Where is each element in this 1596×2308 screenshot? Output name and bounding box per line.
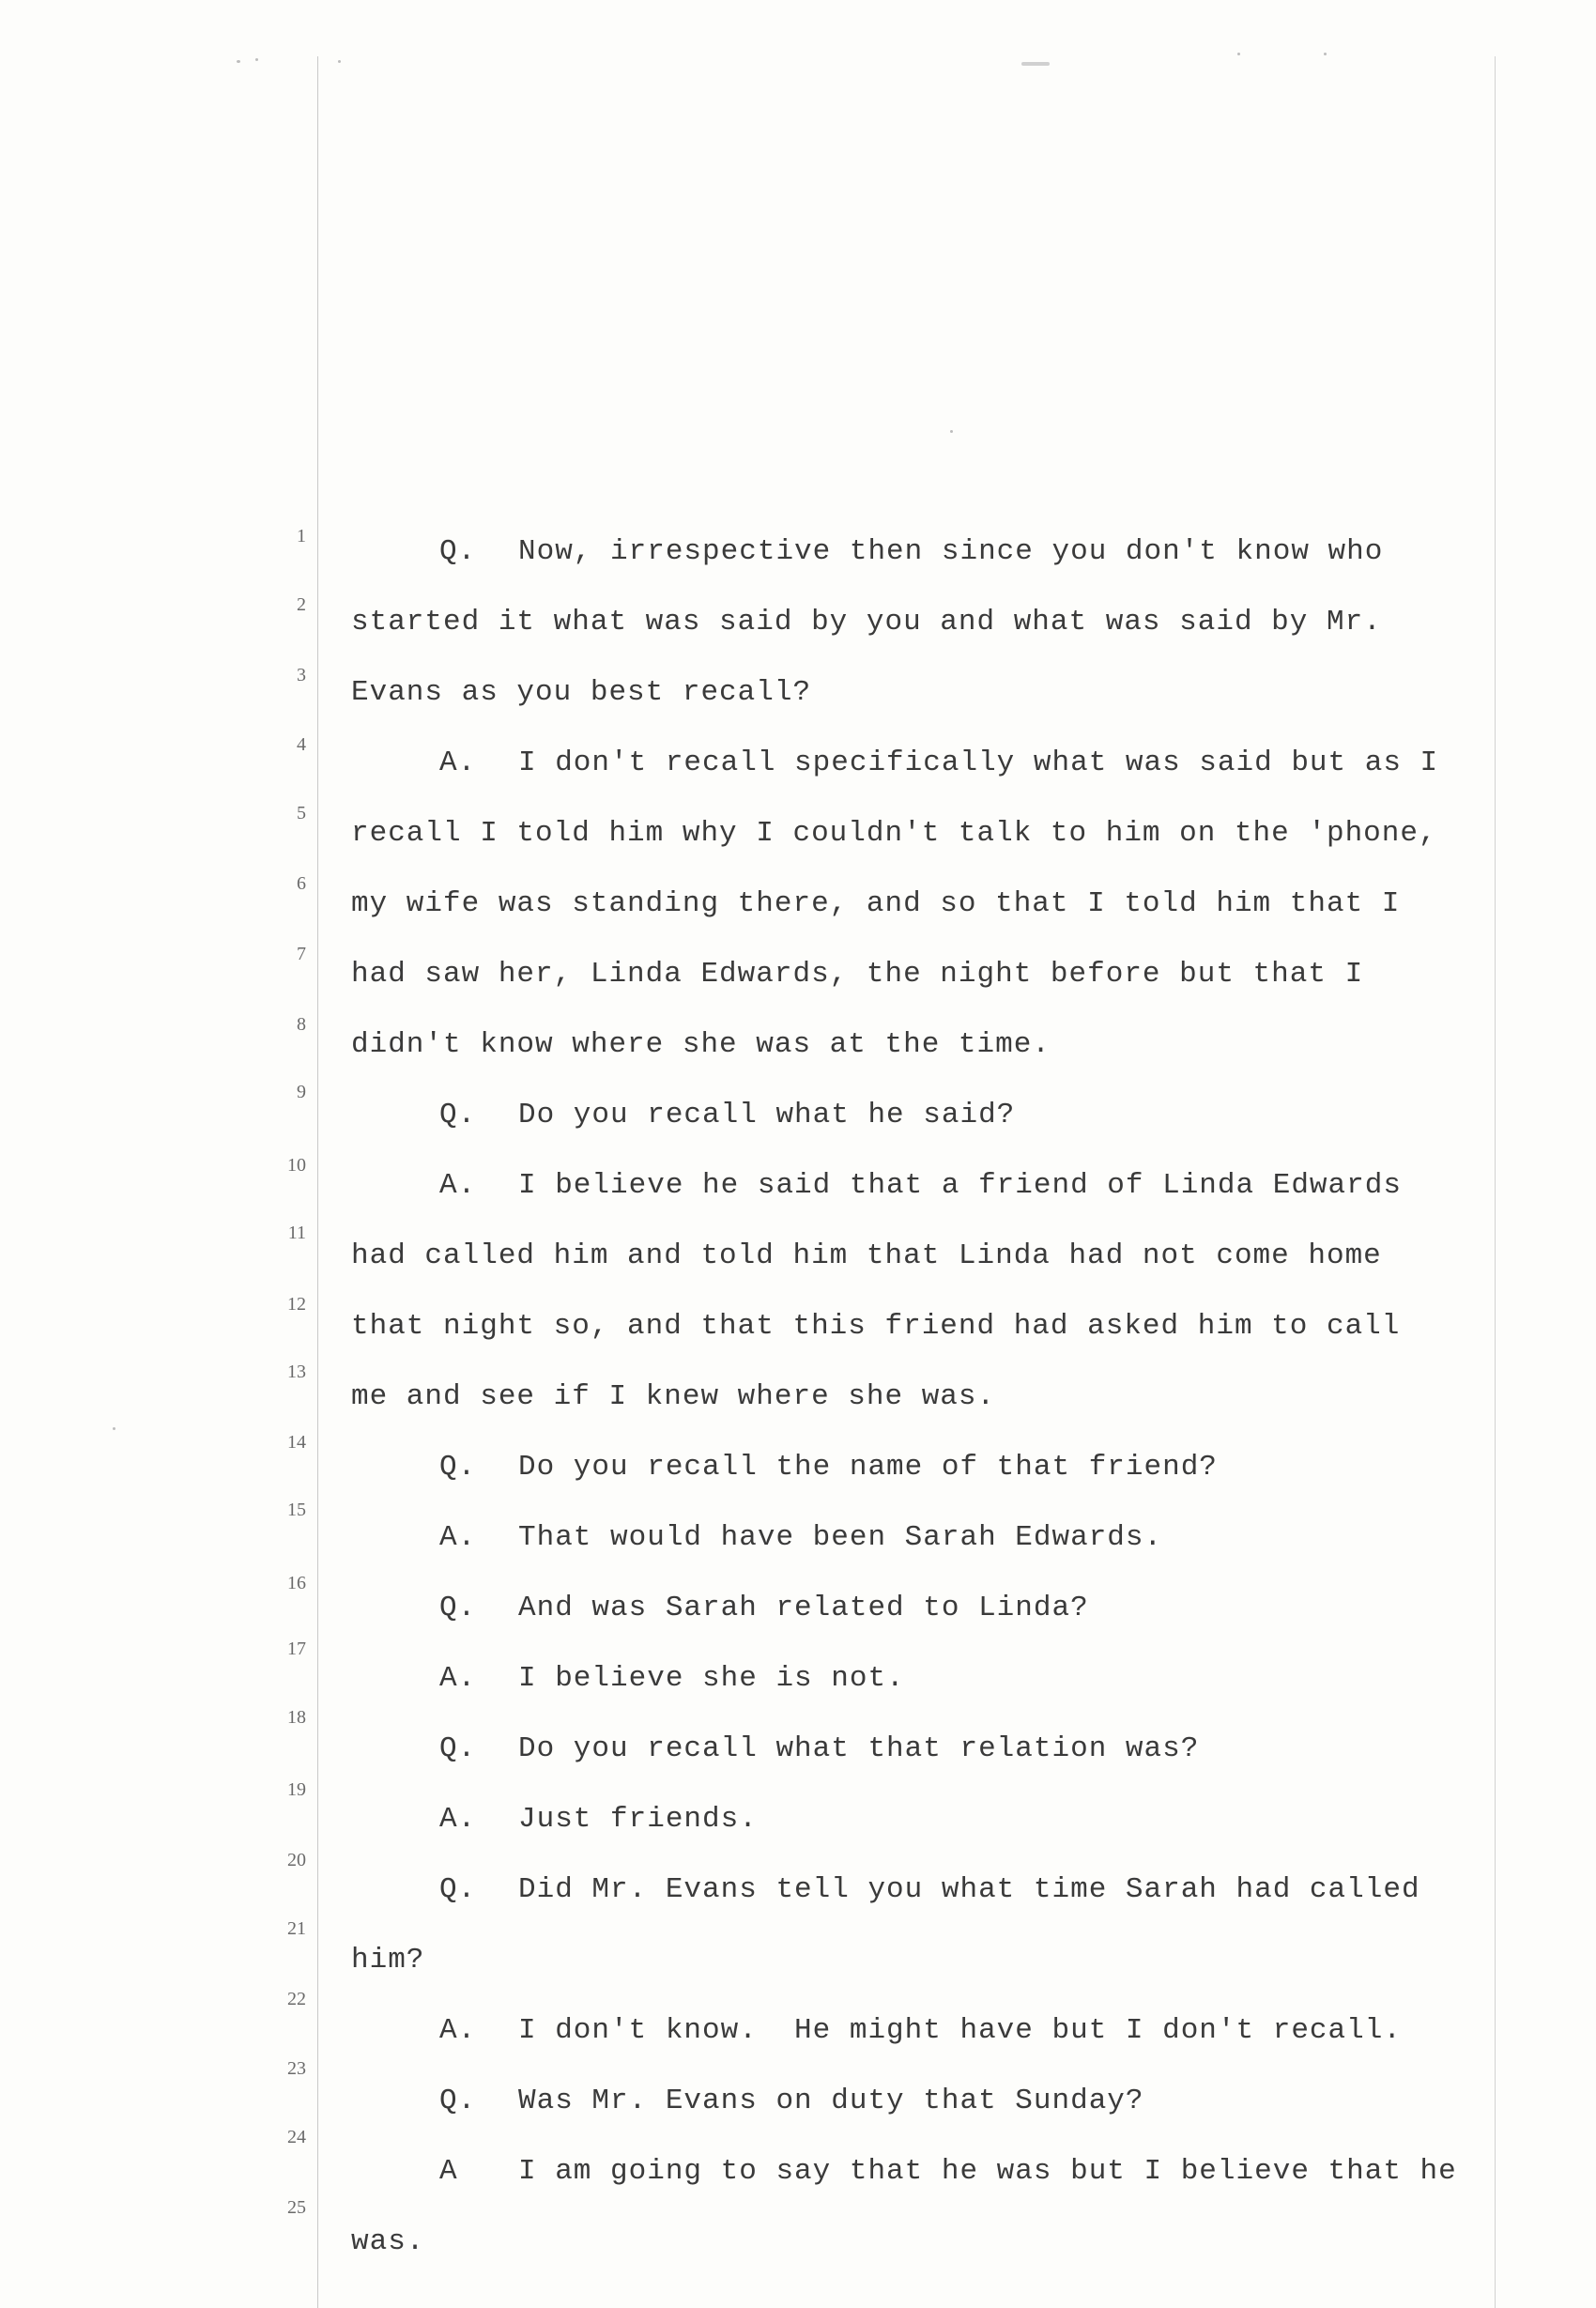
line-number: 4 <box>297 734 306 755</box>
speaker-label: Q. <box>439 1732 477 1765</box>
transcript-line <box>351 1310 1400 1343</box>
scan-speck <box>1324 53 1327 55</box>
line-text: I don't know. He might have but I don't recall. <box>518 2014 1402 2047</box>
line-text: him? <box>351 1944 425 1977</box>
line-text: my wife was standing there, and so that I told him that I <box>351 887 1401 920</box>
transcript-line <box>351 1239 1382 1272</box>
line-number: 14 <box>287 1432 306 1453</box>
speaker-label: A. <box>439 1521 477 1554</box>
line-number: 20 <box>287 1850 306 1870</box>
line-text: I believe she is not. <box>518 1662 905 1695</box>
speaker-label: A. <box>439 1803 477 1836</box>
transcript-line <box>439 1169 1402 1202</box>
scan-speck <box>1021 62 1050 66</box>
transcript-line <box>439 1662 905 1695</box>
line-number: 1 <box>297 526 306 546</box>
transcript-line <box>351 676 811 709</box>
transcript-line <box>439 746 1438 779</box>
speaker-label: A <box>439 2155 458 2188</box>
transcript-line <box>439 1732 1199 1765</box>
line-text: that night so, and that this friend had asked him to call <box>351 1310 1401 1343</box>
line-number: 18 <box>287 1707 306 1728</box>
speaker-label: Q. <box>439 1451 477 1484</box>
transcript-line <box>351 958 1363 991</box>
transcript-line <box>439 535 1383 568</box>
transcript-line <box>351 1944 424 1977</box>
scan-speck <box>113 1427 115 1430</box>
line-text: had called him and told him that Linda had not come home <box>351 1239 1382 1272</box>
line-number: 3 <box>297 665 306 685</box>
transcript-line <box>351 887 1400 920</box>
line-number: 25 <box>287 2197 306 2218</box>
transcript-line <box>351 2225 424 2258</box>
speaker-label: A. <box>439 746 477 779</box>
line-text: Was Mr. Evans on duty that Sunday? <box>518 2085 1144 2117</box>
scan-speck <box>1237 53 1240 55</box>
line-number: 8 <box>297 1014 306 1035</box>
line-text: started it what was said by you and what was said by Mr. <box>351 606 1382 639</box>
transcript-line <box>439 1592 1089 1624</box>
speaker-label: Q. <box>439 1592 477 1624</box>
transcript-line <box>439 2155 1457 2188</box>
line-text: And was Sarah related to Linda? <box>518 1592 1089 1624</box>
transcript-line <box>351 1028 1051 1061</box>
line-text: me and see if I knew where she was. <box>351 1380 996 1413</box>
speaker-label: Q. <box>439 1099 477 1131</box>
right-margin-rule <box>1495 56 1496 2308</box>
line-number: 19 <box>287 1779 306 1800</box>
line-number: 5 <box>297 803 306 823</box>
line-number: 21 <box>287 1918 306 1939</box>
scan-speck <box>950 430 953 433</box>
transcript-line <box>439 1521 1162 1554</box>
line-text: didn't know where she was at the time. <box>351 1028 1051 1061</box>
line-text: recall I told him why I couldn't talk to him on the 'phone, <box>351 817 1437 850</box>
line-number: 7 <box>297 944 306 964</box>
line-number: 6 <box>297 873 306 894</box>
line-number: 13 <box>287 1362 306 1382</box>
line-number: 9 <box>297 1082 306 1102</box>
line-text: Do you recall what that relation was? <box>518 1732 1200 1765</box>
scan-speck <box>338 60 341 63</box>
line-number: 17 <box>287 1639 306 1659</box>
line-text: Did Mr. Evans tell you what time Sarah had called <box>518 1873 1420 1906</box>
speaker-label: Q. <box>439 535 477 568</box>
transcript-line <box>439 1873 1420 1906</box>
line-text: I believe he said that a friend of Linda Edwards <box>518 1169 1402 1202</box>
speaker-label: Q. <box>439 2085 477 2117</box>
speaker-label: A. <box>439 2014 477 2047</box>
line-number: 22 <box>287 1989 306 2009</box>
line-text: Do you recall the name of that friend? <box>518 1451 1218 1484</box>
line-number: 15 <box>287 1500 306 1520</box>
transcript-line <box>439 2014 1402 2047</box>
line-number: 12 <box>287 1294 306 1315</box>
line-text: That would have been Sarah Edwards. <box>518 1521 1163 1554</box>
transcript-line <box>351 1380 995 1413</box>
line-text: Do you recall what he said? <box>518 1099 1016 1131</box>
line-text: Just friends. <box>518 1803 758 1836</box>
speaker-label: Q. <box>439 1873 477 1906</box>
left-margin-rule <box>317 56 318 2308</box>
scan-speck <box>255 58 258 61</box>
line-text: I am going to say that he was but I believe that he <box>518 2155 1457 2188</box>
line-text: Now, irrespective then since you don't know who <box>518 535 1384 568</box>
line-number: 10 <box>287 1155 306 1176</box>
transcript-line <box>439 1099 1015 1131</box>
line-number: 24 <box>287 2127 306 2147</box>
transcript-line <box>351 606 1382 639</box>
line-number: 16 <box>287 1573 306 1593</box>
scan-speck <box>237 60 240 63</box>
transcript-line <box>351 817 1437 850</box>
line-text: was. <box>351 2225 425 2258</box>
transcript-line <box>439 1803 758 1836</box>
speaker-label: A. <box>439 1662 477 1695</box>
line-text: had saw her, Linda Edwards, the night before but that I <box>351 958 1364 991</box>
transcript-line <box>439 2085 1144 2117</box>
line-number: 23 <box>287 2058 306 2079</box>
speaker-label: A. <box>439 1169 477 1202</box>
transcript-line <box>439 1451 1218 1484</box>
line-text: I don't recall specifically what was said but as I <box>518 746 1439 779</box>
line-text: Evans as you best recall? <box>351 676 812 709</box>
line-number: 11 <box>287 1223 306 1243</box>
line-number: 2 <box>297 594 306 615</box>
